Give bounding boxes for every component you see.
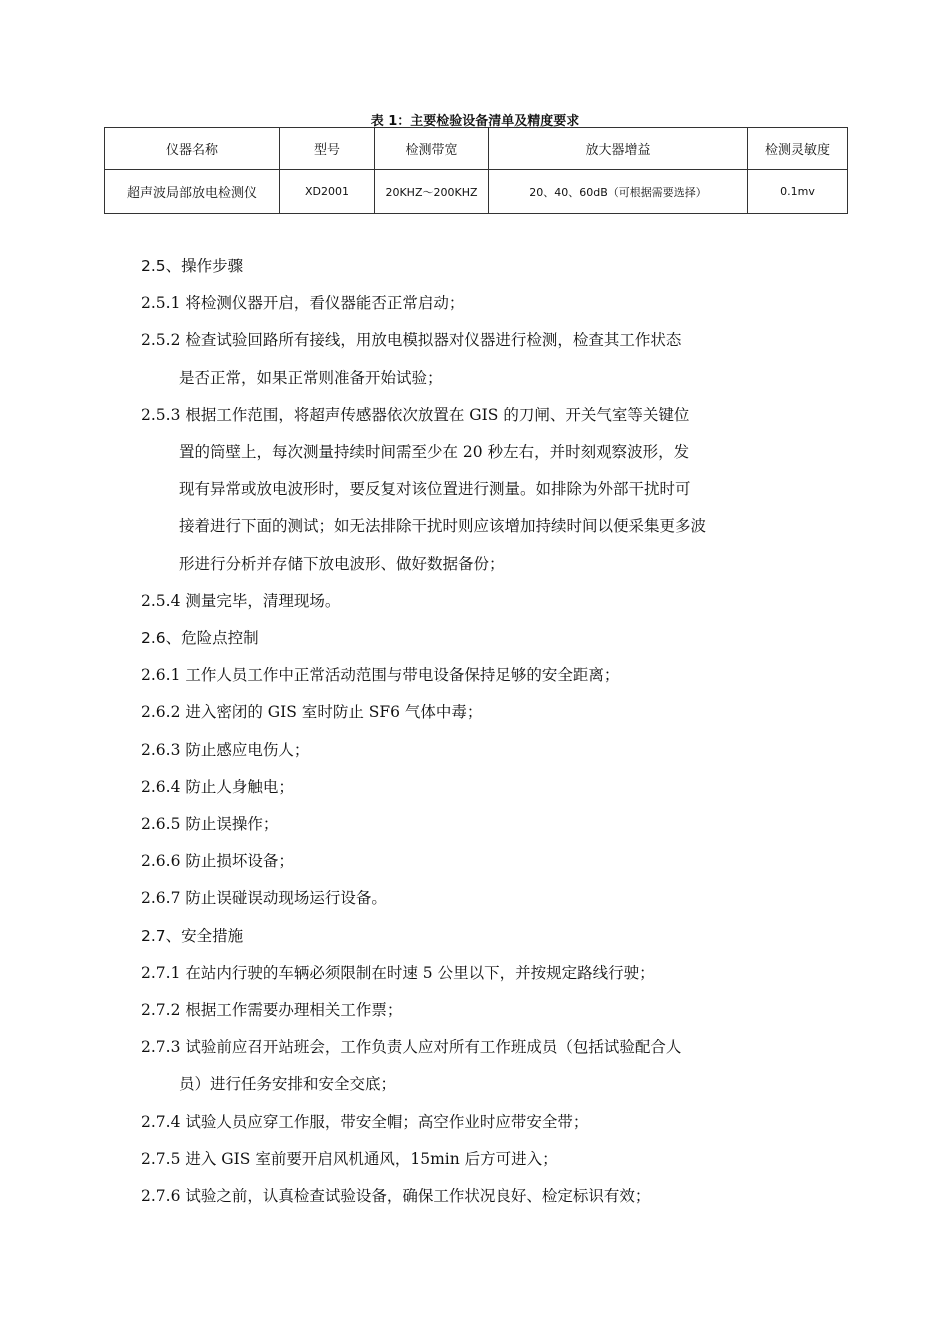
header-model: 型号	[280, 128, 375, 170]
cell-model: XD2001	[280, 170, 375, 214]
paragraph-line: 置的筒壁上，每次测量持续时间需至少在 20 秒左右，并时刻观察波形，发	[179, 443, 690, 462]
cell-sensitivity: 0.1mv	[748, 170, 848, 214]
paragraph-line: 2.6.5 防止误操作；	[141, 815, 279, 834]
paragraph-line: 2.6.4 防止人身触电；	[141, 777, 294, 796]
paragraph-line: 2.5.2 检查试验回路所有接线，用放电模拟器对仪器进行检测，检查其工作状态	[141, 331, 682, 350]
table-row	[105, 170, 848, 214]
header-bandwidth: 检测带宽	[375, 128, 489, 170]
paragraph-line: 现有异常或放电波形时，要反复对该位置进行测量。如排除为外部干扰时可	[179, 480, 691, 499]
paragraph-line: 员）进行任务安排和安全交底；	[179, 1075, 397, 1094]
table-header-row	[105, 128, 848, 170]
paragraph-line: 2.6.7 防止误碰误动现场运行设备。	[141, 889, 387, 908]
header-instrument-name: 仪器名称	[105, 128, 280, 170]
section-heading-safety-measures: 2.7、安全措施	[141, 926, 244, 945]
paragraph-line: 2.7.5 进入 GIS 室前要开启风机通风，15min 后方可进入；	[141, 1149, 558, 1168]
paragraph-line: 是否正常，如果正常则准备开始试验；	[179, 368, 443, 387]
header-sensitivity: 检测灵敏度	[748, 128, 848, 170]
paragraph-line: 2.7.2 根据工作需要办理相关工作票；	[141, 1001, 403, 1020]
paragraph-line: 2.7.4 试验人员应穿工作服，带安全帽；高空作业时应带安全带；	[141, 1112, 589, 1131]
header-amplifier-gain: 放大器增益	[489, 128, 748, 170]
paragraph-line: 2.6.1 工作人员工作中正常活动范围与带电设备保持足够的安全距离；	[141, 666, 620, 685]
equipment-table	[104, 127, 848, 214]
paragraph-line: 2.7.3 试验前应召开站班会，工作负责人应对所有工作班成员（包括试验配合人	[141, 1038, 682, 1057]
cell-instrument-name: 超声波局部放电检测仪	[105, 170, 280, 214]
paragraph-line: 2.5.1 将检测仪器开启，看仪器能否正常启动；	[141, 294, 465, 313]
paragraph-line: 形进行分析并存储下放电波形、做好数据备份；	[179, 554, 505, 573]
paragraph-line: 2.6.3 防止感应电伤人；	[141, 740, 310, 759]
paragraph-line: 2.5.3 根据工作范围，将超声传感器依次放置在 GIS 的刀闸、开关气室等关键位	[141, 405, 690, 424]
paragraph-line: 2.7.6 试验之前，认真检查试验设备，确保工作状况良好、检定标识有效；	[141, 1187, 651, 1206]
paragraph-line: 2.5.4 测量完毕，清理现场。	[141, 591, 341, 610]
section-heading-hazard-control: 2.6、危险点控制	[141, 629, 259, 648]
paragraph-line: 接着进行下面的测试；如无法排除干扰时则应该增加持续时间以便采集更多波	[179, 517, 707, 536]
cell-amplifier-gain: 20、40、60dB（可根据需要选择）	[489, 170, 748, 214]
document-body	[141, 248, 841, 1215]
paragraph-line: 2.6.6 防止损坏设备；	[141, 852, 294, 871]
cell-bandwidth: 20KHZ～200KHZ	[375, 170, 489, 214]
section-heading-operation-steps: 2.5、操作步骤	[141, 257, 244, 275]
paragraph-line: 2.6.2 进入密闭的 GIS 室时防止 SF6 气体中毒；	[141, 703, 483, 722]
paragraph-line: 2.7.1 在站内行驶的车辆必须限制在时速 5 公里以下，并按规定路线行驶；	[141, 963, 655, 982]
table-caption: 表 1：主要检验设备清单及精度要求	[370, 114, 580, 129]
